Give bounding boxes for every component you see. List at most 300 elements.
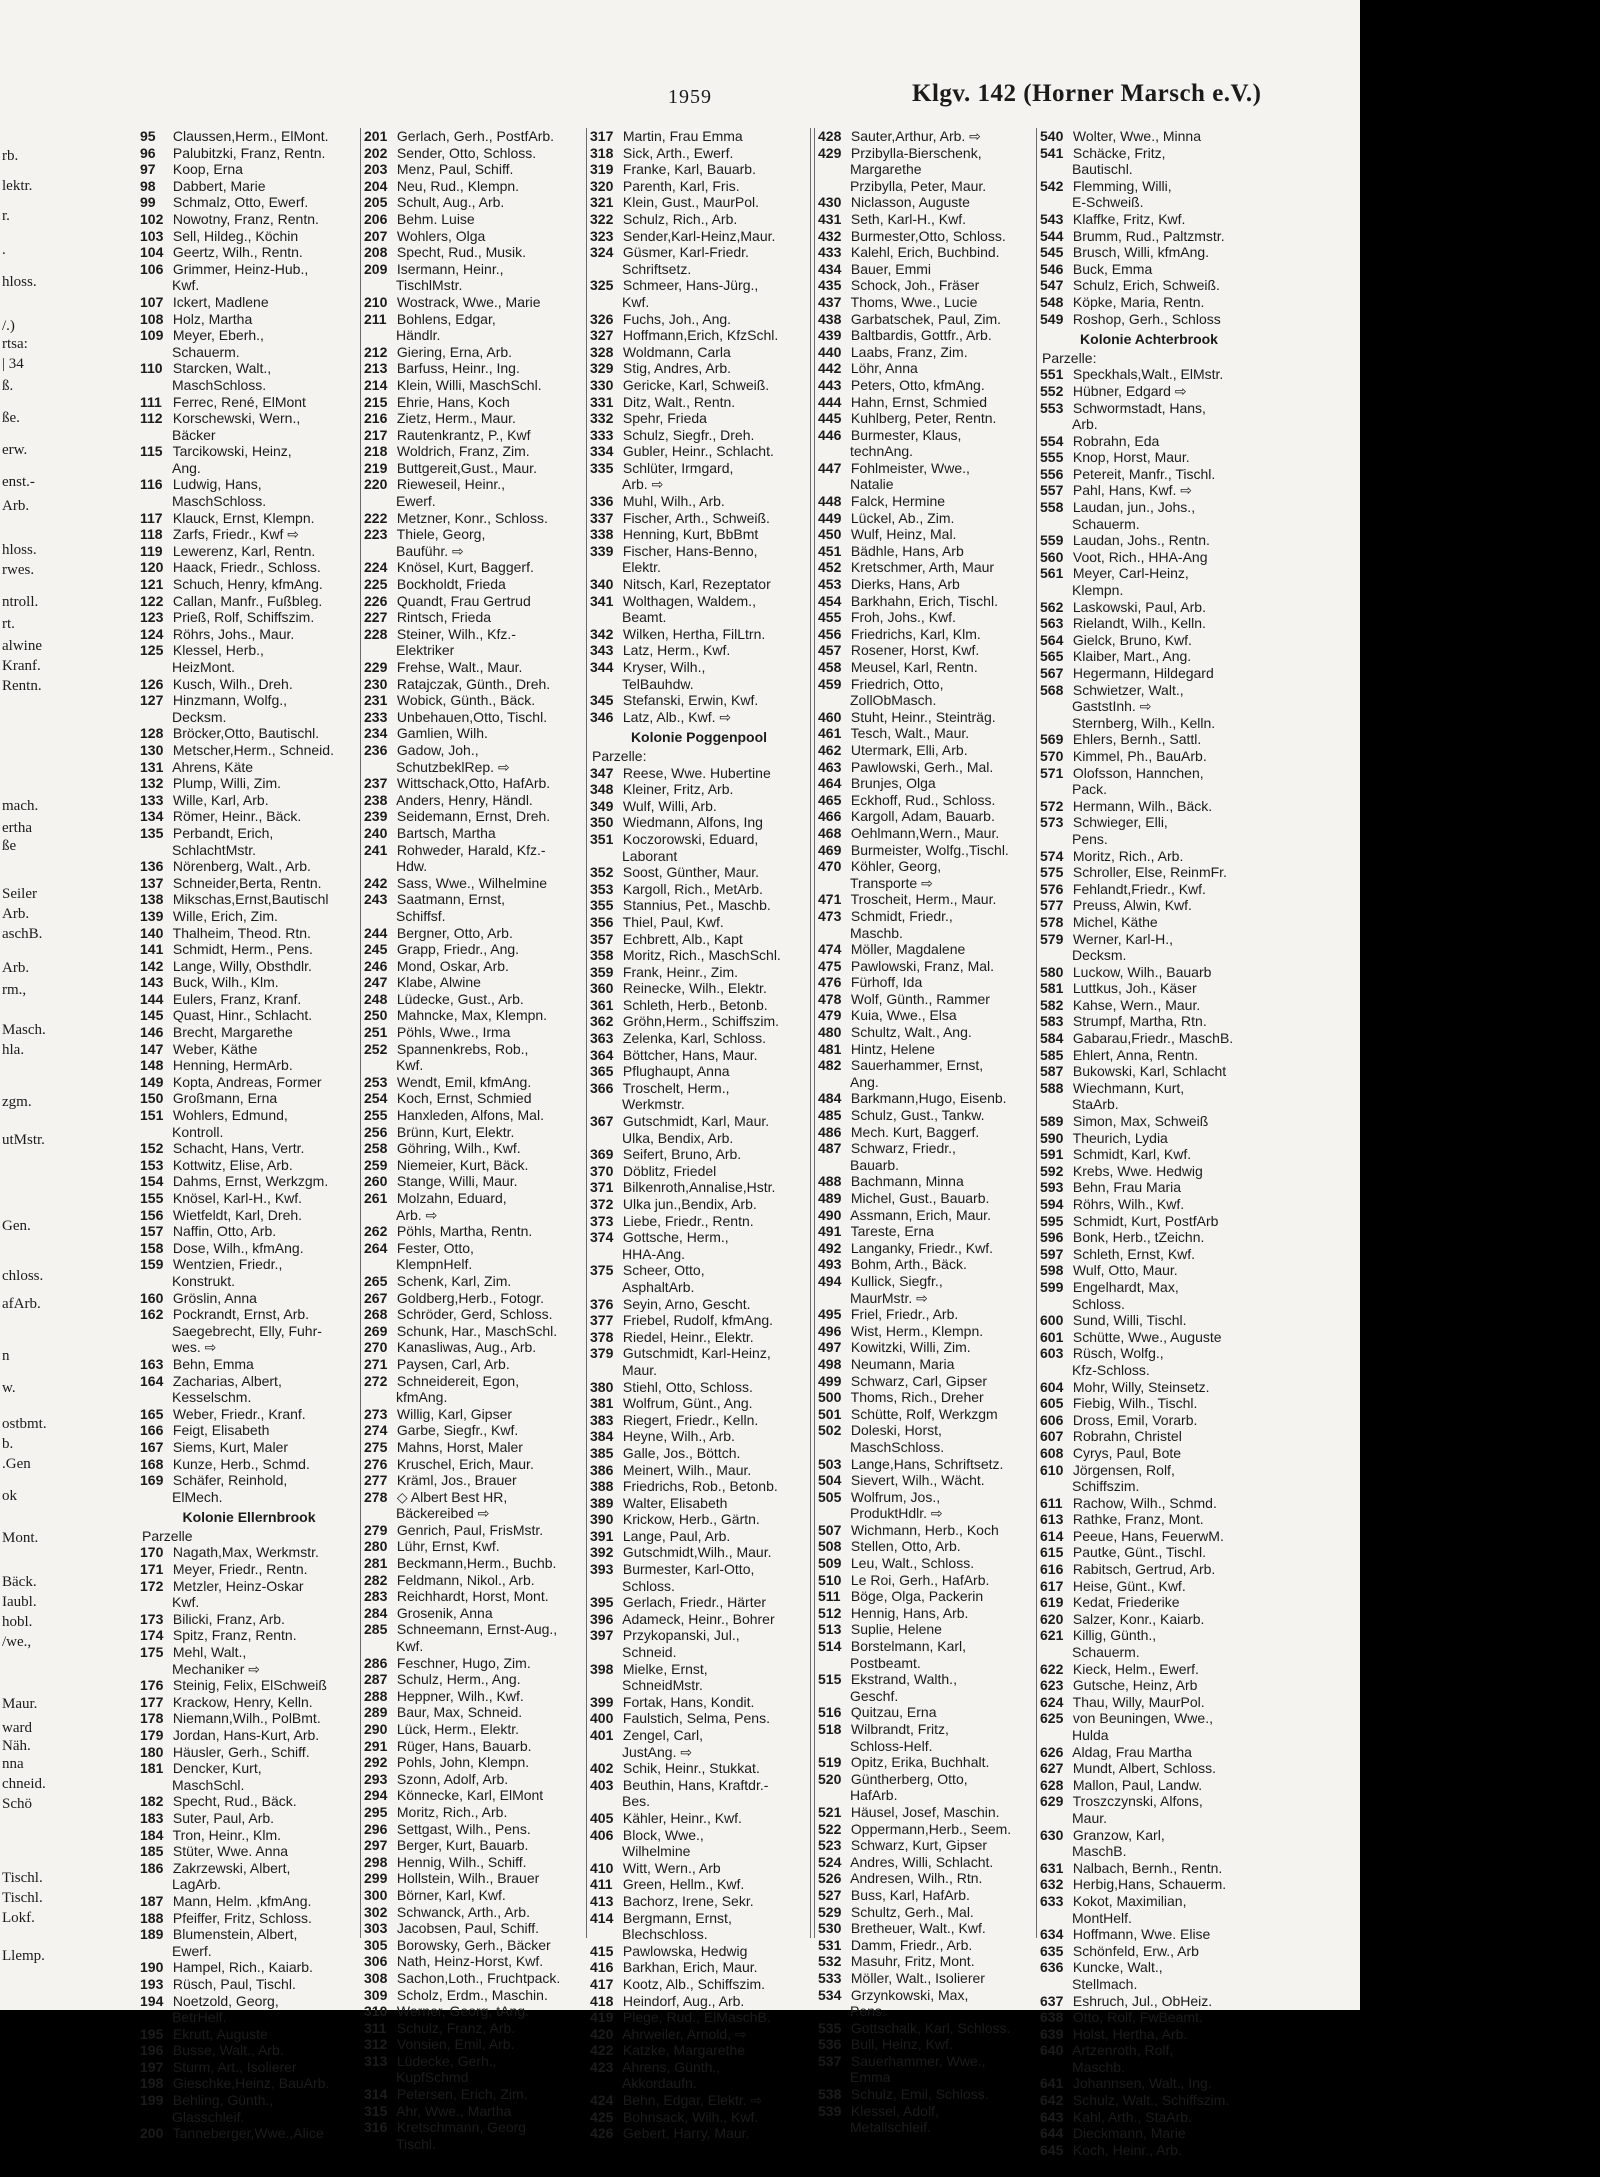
directory-entry (818, 1837, 1036, 1854)
entry-text: Sievert, Wilh., Wächt. (850, 1472, 985, 1489)
plot-number: 471 (818, 891, 842, 908)
plot-number: 220 (364, 476, 388, 493)
entry-text: Schmidt, Karl, Kwf. (1072, 1146, 1192, 1163)
directory-entry (590, 1893, 808, 1910)
entry-text: Ulka jun.,Bendix, Arb. (622, 1196, 757, 1212)
plot-number: 274 (364, 1422, 388, 1439)
directory-entry (364, 1356, 582, 1373)
entry-text: Liebe, Friedr., Rentn. (622, 1212, 754, 1229)
directory-entry (818, 1356, 1036, 1373)
plot-number: 447 (818, 459, 842, 476)
directory-entry (140, 1290, 358, 1307)
directory-entry (1040, 482, 1258, 499)
entry-text: Wolf, Günth., Rammer (850, 990, 990, 1007)
directory-entry (590, 1213, 808, 1230)
directory-entry (590, 344, 808, 361)
entry-text: Prieß, Rolf, Schiffszim. (172, 609, 315, 626)
entry-text: Eulers, Franz, Kranf. (172, 990, 302, 1007)
directory-entry (364, 808, 582, 825)
directory-entry (1040, 1113, 1258, 1130)
entry-text: Seth, Karl-H., Kwf. (850, 210, 967, 227)
entry-text: Wentzien, Friedr., (172, 1256, 283, 1273)
directory-entry (818, 543, 1036, 560)
directory-entry (140, 1456, 358, 1473)
directory-entry (140, 1993, 358, 2010)
plot-number: 231 (364, 692, 388, 709)
plot-number: 521 (818, 1803, 842, 1820)
entry-text: Genrich, Paul, FrisMstr. (396, 1521, 544, 1538)
entry-text: Werner, Georg, tAng. (396, 2003, 529, 2020)
margin-fragment: utMstr. (2, 1132, 45, 1148)
directory-entry (818, 792, 1036, 809)
entry-text: Rathke, Franz, Mont. (1072, 1511, 1204, 1528)
plot-number: 174 (140, 1627, 164, 1644)
entry-text: Ickert, Madlene (172, 293, 269, 310)
directory-entry (1040, 128, 1258, 145)
plot-number: 443 (818, 376, 842, 393)
directory-entry (1040, 2042, 1258, 2059)
entry-continuation: Schloss-Helf. (850, 1737, 933, 1754)
entry-text: Hampel, Rich., Kaiarb. (172, 1959, 313, 1976)
plot-number: 327 (590, 327, 614, 344)
plot-number: 306 (364, 1953, 388, 1970)
entry-text: Dabbert, Marie (172, 177, 266, 194)
entry-text: Garbatschek, Paul, Zim. (850, 310, 1002, 327)
plot-number: 610 (1040, 1461, 1064, 1478)
plot-number: 584 (1040, 1030, 1064, 1047)
entry-text: Seidemann, Ernst, Dreh. (396, 808, 551, 825)
plot-number: 487 (818, 1140, 842, 1157)
plot-number: 454 (818, 592, 842, 609)
directory-entry (140, 792, 358, 809)
directory-entry (1040, 1661, 1258, 1678)
plot-number: 389 (590, 1494, 614, 1511)
plot-number: 577 (1040, 897, 1064, 914)
entry-text: Roshop, Gerh., Schloss (1072, 310, 1221, 327)
section-heading: Kolonie Achterbrook (1080, 331, 1218, 348)
entry-text: Troszczynski, Alfons, (1072, 1793, 1203, 1810)
plot-number: 594 (1040, 1196, 1064, 1212)
plot-number: 336 (590, 493, 614, 510)
directory-entry (818, 709, 1036, 726)
directory-entry (364, 2103, 582, 2120)
directory-entry (818, 1538, 1036, 1555)
entry-text: Fiebig, Wilh., Tischl. (1072, 1395, 1198, 1412)
directory-entry (590, 1345, 808, 1362)
directory-entry (140, 311, 358, 328)
plot-number: 437 (818, 293, 842, 310)
margin-fragment: Schö (2, 1796, 32, 1812)
directory-entry (818, 991, 1036, 1008)
entry-text: Plege, Rud., ElMaschB. (622, 2009, 771, 2026)
directory-entry (140, 908, 358, 925)
plot-number: 397 (590, 1627, 614, 1644)
entry-continuation: Stellmach. (1072, 1975, 1138, 1992)
entry-text: Muhl, Wilh., Arb. (622, 493, 725, 510)
entry-text: Damm, Friedr., Arb. (850, 1936, 973, 1953)
entry-text: Laabs, Franz, Zim. (850, 343, 968, 360)
directory-entry (590, 765, 808, 782)
directory-entry (1040, 997, 1258, 1014)
section-subheading: Parzelle: (1042, 349, 1097, 366)
entry-text: Gutsche, Heinz, Arb (1072, 1677, 1198, 1694)
entry-continuation: Metallschleif. (850, 2119, 931, 2136)
plot-number: 278 (364, 1488, 388, 1505)
entry-text: Dahms, Ernst, Werkzgm. (172, 1173, 329, 1190)
directory-entry (1040, 2026, 1258, 2043)
entry-text: Dieckmann, Marie (1072, 2125, 1186, 2142)
column-divider (810, 128, 811, 1938)
plot-number: 183 (140, 1809, 164, 1826)
directory-entry (1040, 765, 1258, 782)
plot-number: 485 (818, 1107, 842, 1124)
directory-entry (140, 261, 358, 278)
plot-number: 234 (364, 725, 388, 742)
plot-number: 140 (140, 924, 164, 941)
entry-continuation: Laborant (622, 847, 678, 864)
directory-entry (590, 831, 808, 848)
plot-number: 240 (364, 824, 388, 841)
directory-entry (364, 394, 582, 411)
plot-number: 413 (590, 1892, 614, 1909)
directory-entry (818, 1041, 1036, 1058)
directory-entry (1040, 1047, 1258, 1064)
plot-number: 203 (364, 161, 388, 178)
plot-number: 293 (364, 1770, 388, 1787)
plot-number: 451 (818, 542, 842, 559)
directory-entry (1040, 980, 1258, 997)
entry-continuation: Maur. (1072, 1809, 1108, 1826)
directory-entry (1040, 1744, 1258, 1761)
directory-entry (818, 1472, 1036, 1489)
plot-number: 587 (1040, 1063, 1064, 1080)
plot-number: 167 (140, 1438, 164, 1455)
directory-entry (140, 410, 358, 427)
entry-text: Robrahn, Eda (1072, 432, 1160, 449)
entry-text: Klaiber, Mart., Ang. (1072, 648, 1192, 665)
plot-number: 580 (1040, 963, 1064, 980)
margin-fragment: Lokf. (2, 1910, 35, 1926)
entry-text: Nitsch, Karl, Rezeptator (622, 576, 771, 593)
entry-text: Pöhls, Martha, Rentn. (396, 1223, 533, 1240)
directory-entry (818, 1240, 1036, 1257)
directory-entry (364, 194, 582, 211)
entry-text: Kieck, Helm., Ewerf. (1072, 1660, 1199, 1677)
entry-text: Nowotny, Franz, Rentn. (172, 210, 319, 227)
entry-text: Kootz, Alb., Schiffszim. (622, 1975, 766, 1992)
plot-number: 342 (590, 625, 614, 642)
directory-entry (140, 875, 358, 892)
plot-number: 371 (590, 1179, 614, 1196)
plot-number: 398 (590, 1660, 614, 1677)
margin-fragment: Bäck. (2, 1574, 37, 1590)
entry-text: Masuhr, Fritz, Mont. (850, 1953, 975, 1970)
entry-text: Schmidt, Friedr., (850, 907, 953, 924)
entry-text: Spannenkrebs, Rob., (396, 1040, 529, 1057)
directory-entry (140, 2026, 358, 2043)
directory-entry (140, 1007, 358, 1024)
entry-text: Wille, Karl, Arb. (172, 791, 269, 808)
entry-text: Schmidt, Herm., Pens. (172, 941, 313, 958)
directory-entry (818, 1223, 1036, 1240)
entry-text: Kuncke, Walt., (1072, 1959, 1163, 1976)
directory-entry (1040, 366, 1258, 383)
directory-entry (590, 2026, 808, 2043)
entry-continuation: SchneidMstr. (622, 1677, 703, 1694)
entry-text: Mahncke, Max, Klempn. (396, 1007, 548, 1024)
entry-text: Tareste, Erna (850, 1223, 934, 1240)
directory-entry (1040, 665, 1258, 682)
section-subheading: Parzelle: (592, 747, 647, 764)
entry-text: Zengel, Carl, (622, 1727, 704, 1743)
directory-entry (140, 1710, 358, 1727)
entry-text: Krackow, Henry, Kelln. (172, 1693, 313, 1710)
entry-text: Zarfs, Friedr., Kwf ⇨ (172, 526, 299, 543)
directory-entry (1040, 1544, 1258, 1561)
entry-text: Hermann, Wilh., Bäck. (1072, 797, 1213, 814)
directory-entry (140, 559, 358, 576)
entry-text: Lüdecke, Gust., Arb. (396, 990, 524, 1007)
plot-number: 493 (818, 1256, 842, 1273)
entry-text: Meyer, Friedr., Rentn. (172, 1561, 308, 1578)
directory-entry (818, 327, 1036, 344)
plot-number: 468 (818, 824, 842, 841)
entry-continuation: Bauführ. ⇨ (396, 542, 464, 559)
entry-text: Menz, Paul, Schiff. (396, 161, 514, 178)
entry-text: Pöhls, Wwe., Irma (396, 1024, 511, 1041)
directory-entry (1040, 615, 1258, 632)
entry-text: Gröslin, Anna (172, 1289, 257, 1306)
entry-text: Schulz, Rich., Arb. (622, 210, 738, 227)
entry-text: Pahl, Hans, Kwf. ⇨ (1072, 482, 1192, 499)
entry-text: Fohlmeister, Wwe., (850, 459, 970, 476)
entry-text: Gottschalk, Karl, Schloss. (850, 2019, 1011, 2036)
margin-fragment: alwine (2, 638, 42, 654)
plot-number: 564 (1040, 631, 1064, 648)
directory-entry (818, 1456, 1036, 1473)
directory-entry (140, 1810, 358, 1827)
entry-text: Bonk, Herb., tZeichn. (1072, 1229, 1205, 1246)
plot-number: 513 (818, 1621, 842, 1638)
directory-entry (590, 460, 808, 477)
directory-entry (1040, 1926, 1258, 1943)
directory-entry (1040, 2009, 1258, 2026)
entry-text: Wist, Herm., Klempn. (850, 1322, 984, 1339)
directory-entry (364, 1754, 582, 1771)
plot-number: 169 (140, 1472, 164, 1489)
plot-number: 97 (140, 161, 156, 178)
entry-text: Palubitzki, Franz, Rentn. (172, 144, 326, 161)
plot-number: 450 (818, 526, 842, 543)
entry-text: Ehrie, Hans, Koch (396, 393, 510, 410)
plot-number: 177 (140, 1693, 164, 1710)
directory-entry (364, 1688, 582, 1705)
directory-entry (818, 1605, 1036, 1622)
entry-text: Schultz, Walt., Ang. (850, 1024, 972, 1041)
entry-text: Henning, HermArb. (172, 1057, 293, 1074)
entry-continuation: MaschB. (1072, 1843, 1127, 1860)
plot-number: 186 (140, 1859, 164, 1876)
directory-column-1 (140, 128, 358, 2142)
directory-entry (140, 676, 358, 693)
entry-text: Kopta, Andreas, Former (172, 1073, 322, 1090)
plot-number: 552 (1040, 382, 1064, 399)
directory-entry (590, 410, 808, 427)
directory-entry (818, 1887, 1036, 1904)
directory-entry (140, 1406, 358, 1423)
entry-text: Lange, Willy, Obsthdlr. (172, 957, 312, 974)
entry-text: Borowsky, Gerh., Bäcker (396, 1936, 551, 1953)
entry-continuation: Schauerm. (1072, 515, 1140, 532)
directory-entry (818, 261, 1036, 278)
entry-text: Rintsch, Frieda (396, 609, 492, 626)
plot-number: 248 (364, 990, 388, 1007)
entry-text: Kullick, Siegfr., (850, 1272, 943, 1289)
directory-entry (590, 1080, 808, 1097)
plot-number: 184 (140, 1826, 164, 1843)
directory-entry (1040, 1379, 1258, 1396)
entry-text: Niemann,Wilh., PolBmt. (172, 1710, 321, 1727)
plot-number: 106 (140, 260, 164, 277)
directory-entry (364, 360, 582, 377)
directory-entry (818, 1804, 1036, 1821)
entry-text: Schwarz, Kurt, Gipser (850, 1837, 988, 1854)
directory-entry (140, 1827, 358, 1844)
directory-entry (364, 1323, 582, 1340)
directory-entry (818, 626, 1036, 643)
entry-text: Schmalz, Otto, Ewerf. (172, 194, 309, 211)
entry-continuation: TischlMstr. (396, 277, 463, 294)
entry-text: Wobick, Günth., Bäck. (396, 692, 536, 709)
plot-number: 460 (818, 708, 842, 725)
entry-continuation: Mechaniker ⇨ (172, 1660, 260, 1677)
entry-text: Ahr, Wwe., Martha (396, 2102, 512, 2119)
directory-entry (590, 997, 808, 1014)
plot-number: 590 (1040, 1129, 1064, 1146)
directory-entry (590, 277, 808, 294)
plot-number: 619 (1040, 1594, 1064, 1611)
entry-text: Schneemann, Ernst-Aug., (396, 1621, 558, 1638)
plot-number: 627 (1040, 1760, 1064, 1777)
plot-number: 385 (590, 1444, 614, 1461)
entry-continuation: Emma (850, 2069, 891, 2086)
entry-text: Werner, Karl-H., (1072, 930, 1173, 947)
entry-text: Eckhoff, Rud., Schloss. (850, 791, 996, 808)
entry-text: Holst, Hertha, Arb. (1072, 2025, 1188, 2042)
entry-text: Callan, Manfr., Fußbleg. (172, 592, 323, 609)
entry-text: Mahns, Horst, Maler (396, 1438, 523, 1455)
plot-number: 226 (364, 592, 388, 609)
directory-entry (364, 1870, 582, 1887)
entry-text: Sick, Arth., Ewerf. (622, 144, 734, 161)
entry-text: Wilbrandt, Fritz, (850, 1721, 949, 1737)
entry-text: Bachmann, Minna (850, 1173, 964, 1190)
directory-entry (590, 1860, 808, 1877)
entry-text: Laudan, Johs., Rentn. (1072, 532, 1210, 549)
directory-entry (590, 128, 808, 145)
directory-entry (818, 842, 1036, 859)
entry-text: Blumenstein, Albert, (172, 1926, 298, 1943)
directory-entry (818, 1057, 1036, 1074)
plot-number: 331 (590, 393, 614, 410)
plot-number: 352 (590, 864, 614, 881)
entry-text: Bauer, Emmi (850, 260, 932, 277)
plot-number: 287 (364, 1671, 388, 1688)
directory-entry (818, 1721, 1036, 1738)
directory-entry (818, 1339, 1036, 1356)
entry-text: Löhr, Anna (850, 360, 918, 377)
directory-entry (364, 1173, 582, 1190)
entry-text: Kedat, Friederike (1072, 1594, 1180, 1611)
entry-text: Klein, Gust., MaurPol. (622, 194, 760, 211)
plot-number: 180 (140, 1743, 164, 1760)
directory-entry (364, 825, 582, 842)
entry-continuation: GaststInh. ⇨ (1072, 698, 1152, 715)
entry-text: Knop, Horst, Maur. (1072, 449, 1190, 466)
plot-number: 201 (364, 128, 388, 144)
entry-text: Speckhals,Walt., ElMstr. (1072, 366, 1224, 383)
directory-entry (590, 864, 808, 881)
directory-entry (364, 1290, 582, 1307)
plot-number: 176 (140, 1677, 164, 1694)
directory-entry (818, 1953, 1036, 1970)
plot-number: 196 (140, 2042, 164, 2059)
entry-text: Troschelt, Herm., (622, 1079, 730, 1096)
plot-number: 187 (140, 1892, 164, 1909)
plot-number: 139 (140, 907, 164, 924)
plot-number: 414 (590, 1909, 614, 1926)
entry-text: Paysen, Carl, Arb. (396, 1355, 510, 1372)
entry-continuation: Maschb. (1072, 2058, 1125, 2075)
directory-entry (364, 2020, 582, 2037)
plot-number: 158 (140, 1239, 164, 1256)
directory-entry (140, 1677, 358, 1694)
entry-text: Schunk, Har., MaschSchl. (396, 1322, 558, 1339)
plot-number: 149 (140, 1073, 164, 1090)
plot-number: 630 (1040, 1826, 1064, 1843)
entry-text: Bergner, Otto, Arb. (396, 924, 513, 941)
entry-text: Schacht, Hans, Vertr. (172, 1140, 305, 1157)
plot-number: 570 (1040, 747, 1064, 764)
directory-entry (818, 526, 1036, 543)
entry-text: Schwieger, Elli, (1072, 814, 1168, 831)
plot-number: 133 (140, 791, 164, 808)
entry-text: Schmidt, Kurt, PostfArb (1072, 1212, 1219, 1229)
plot-number: 420 (590, 2025, 614, 2042)
margin-fragment: zgm. (2, 1094, 32, 1110)
plot-number: 572 (1040, 797, 1064, 814)
entry-text: Thiele, Georg, (396, 526, 486, 543)
entry-text: Brecht, Margarethe (172, 1024, 293, 1041)
entry-continuation: MaurMstr. ⇨ (850, 1289, 928, 1306)
plot-number: 523 (818, 1837, 842, 1854)
directory-entry (140, 1157, 358, 1174)
plot-number: 544 (1040, 227, 1064, 244)
plot-number: 473 (818, 907, 842, 924)
plot-number: 628 (1040, 1776, 1064, 1793)
entry-continuation: Schriftsetz. (622, 260, 692, 277)
entry-text: Buck, Emma (1072, 260, 1153, 277)
entry-text: Schulz, Walt., Schiffszim. (1072, 2092, 1230, 2109)
plot-number: 320 (590, 177, 614, 194)
plot-number: 598 (1040, 1262, 1064, 1279)
plot-number: 470 (818, 858, 842, 875)
entry-text: Fischer, Hans-Benno, (622, 542, 758, 559)
entry-text: Wulf, Willi, Arb. (622, 797, 717, 814)
plot-number: 164 (140, 1372, 164, 1389)
directory-entry (364, 1124, 582, 1141)
plot-number: 171 (140, 1561, 164, 1578)
